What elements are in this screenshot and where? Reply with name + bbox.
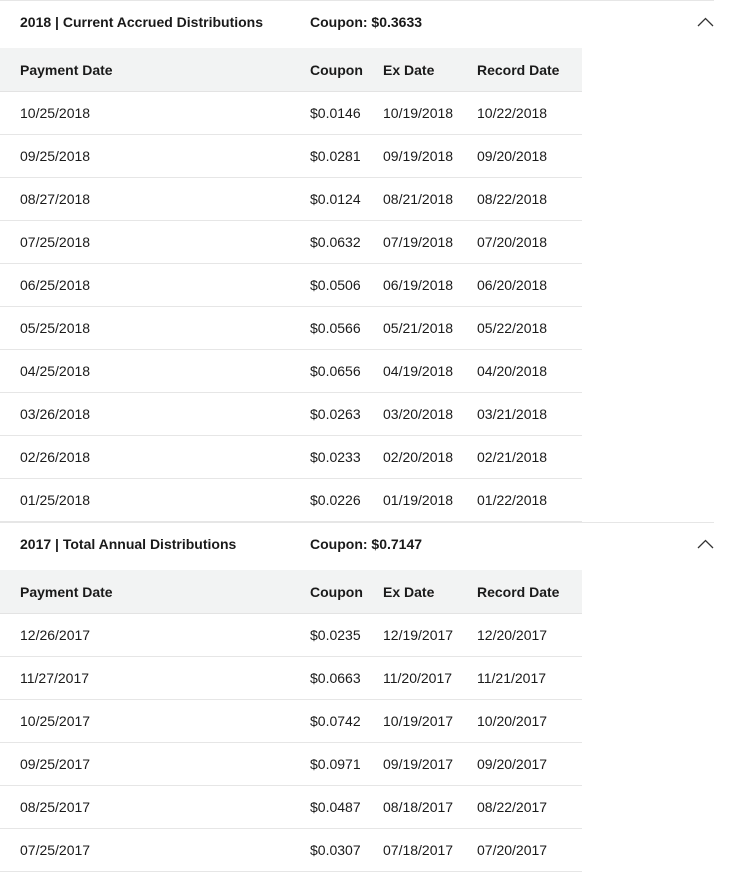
cell-payment-date: 12/26/2017	[20, 627, 91, 643]
cell-record-date: 07/20/2018	[477, 234, 548, 250]
cell-ex-date: 03/20/2018	[383, 406, 454, 422]
cell-ex-date: 01/19/2018	[383, 492, 454, 508]
cell-ex-date: 07/18/2017	[383, 842, 454, 858]
table-row	[0, 178, 582, 221]
column-header-payment-date: Payment Date	[20, 584, 113, 600]
section-coupon-total: Coupon: $0.3633	[310, 14, 423, 30]
table-body	[0, 92, 582, 522]
cell-ex-date: 05/21/2018	[383, 320, 454, 336]
cell-payment-date: 09/25/2018	[20, 148, 91, 164]
chevron-up-icon[interactable]	[697, 15, 714, 29]
cell-payment-date: 07/25/2018	[20, 234, 91, 250]
cell-payment-date: 07/25/2017	[20, 842, 91, 858]
column-header-ex-date: Ex Date	[383, 584, 435, 600]
cell-payment-date: 10/25/2018	[20, 105, 91, 121]
cell-record-date: 05/22/2018	[477, 320, 548, 336]
cell-ex-date: 09/19/2017	[383, 756, 454, 772]
table-row	[0, 829, 582, 872]
cell-payment-date: 01/25/2018	[20, 492, 91, 508]
distribution-table	[0, 48, 582, 522]
column-header-coupon: Coupon	[310, 62, 363, 78]
table-row	[0, 135, 582, 178]
table-row	[0, 700, 582, 743]
cell-coupon: $0.0263	[310, 406, 361, 422]
cell-coupon: $0.0566	[310, 320, 361, 336]
table-body	[0, 614, 582, 872]
cell-payment-date: 06/25/2018	[20, 277, 91, 293]
table-row	[0, 92, 582, 135]
column-header-coupon: Coupon	[310, 584, 363, 600]
cell-ex-date: 04/19/2018	[383, 363, 454, 379]
section-header[interactable]	[0, 0, 714, 48]
chevron-up-icon[interactable]	[697, 537, 714, 551]
table-row	[0, 221, 582, 264]
cell-record-date: 12/20/2017	[477, 627, 548, 643]
section-coupon-total: Coupon: $0.7147	[310, 536, 423, 552]
table-row	[0, 436, 582, 479]
column-header-payment-date: Payment Date	[20, 62, 113, 78]
column-header-record-date: Record Date	[477, 62, 560, 78]
cell-ex-date: 08/21/2018	[383, 191, 454, 207]
cell-record-date: 08/22/2017	[477, 799, 548, 815]
cell-record-date: 01/22/2018	[477, 492, 548, 508]
section-title: 2018 | Current Accrued Distributions	[20, 14, 264, 30]
cell-ex-date: 02/20/2018	[383, 449, 454, 465]
table-row	[0, 614, 582, 657]
table-row	[0, 786, 582, 829]
cell-ex-date: 10/19/2017	[383, 713, 454, 729]
cell-payment-date: 03/26/2018	[20, 406, 91, 422]
cell-record-date: 07/20/2017	[477, 842, 548, 858]
cell-payment-date: 04/25/2018	[20, 363, 91, 379]
cell-record-date: 08/22/2018	[477, 191, 548, 207]
table-row	[0, 393, 582, 436]
cell-record-date: 10/20/2017	[477, 713, 548, 729]
cell-coupon: $0.0124	[310, 191, 361, 207]
cell-record-date: 04/20/2018	[477, 363, 548, 379]
section-title: 2017 | Total Annual Distributions	[20, 536, 237, 552]
cell-coupon: $0.0656	[310, 363, 361, 379]
cell-payment-date: 10/25/2017	[20, 713, 91, 729]
cell-payment-date: 02/26/2018	[20, 449, 91, 465]
cell-payment-date: 08/25/2017	[20, 799, 91, 815]
cell-record-date: 02/21/2018	[477, 449, 548, 465]
column-header-ex-date: Ex Date	[383, 62, 435, 78]
cell-ex-date: 08/18/2017	[383, 799, 454, 815]
cell-coupon: $0.0235	[310, 627, 361, 643]
table-row	[0, 307, 582, 350]
cell-ex-date: 12/19/2017	[383, 627, 454, 643]
cell-ex-date: 06/19/2018	[383, 277, 454, 293]
column-header-record-date: Record Date	[477, 584, 560, 600]
table-row	[0, 743, 582, 786]
table-row	[0, 479, 582, 522]
cell-coupon: $0.0226	[310, 492, 361, 508]
section-header[interactable]	[0, 522, 714, 570]
cell-coupon: $0.0971	[310, 756, 361, 772]
cell-record-date: 10/22/2018	[477, 105, 548, 121]
table-header-row	[0, 48, 582, 92]
cell-coupon: $0.0146	[310, 105, 361, 121]
distribution-table	[0, 570, 582, 872]
cell-payment-date: 05/25/2018	[20, 320, 91, 336]
cell-ex-date: 09/19/2018	[383, 148, 454, 164]
cell-coupon: $0.0307	[310, 842, 361, 858]
cell-record-date: 09/20/2018	[477, 148, 548, 164]
cell-coupon: $0.0281	[310, 148, 361, 164]
table-header-row	[0, 570, 582, 614]
cell-coupon: $0.0742	[310, 713, 361, 729]
cell-record-date: 09/20/2017	[477, 756, 548, 772]
cell-coupon: $0.0663	[310, 670, 361, 686]
cell-ex-date: 10/19/2018	[383, 105, 454, 121]
cell-record-date: 11/21/2017	[477, 670, 547, 686]
cell-record-date: 03/21/2018	[477, 406, 548, 422]
cell-ex-date: 07/19/2018	[383, 234, 454, 250]
cell-ex-date: 11/20/2017	[383, 670, 453, 686]
cell-coupon: $0.0632	[310, 234, 361, 250]
distribution-section	[0, 522, 714, 872]
cell-coupon: $0.0233	[310, 449, 361, 465]
cell-record-date: 06/20/2018	[477, 277, 548, 293]
cell-payment-date: 08/27/2018	[20, 191, 91, 207]
table-row	[0, 657, 582, 700]
table-row	[0, 350, 582, 393]
cell-coupon: $0.0487	[310, 799, 361, 815]
cell-payment-date: 09/25/2017	[20, 756, 91, 772]
table-row	[0, 264, 582, 307]
cell-coupon: $0.0506	[310, 277, 361, 293]
cell-payment-date: 11/27/2017	[20, 670, 90, 686]
